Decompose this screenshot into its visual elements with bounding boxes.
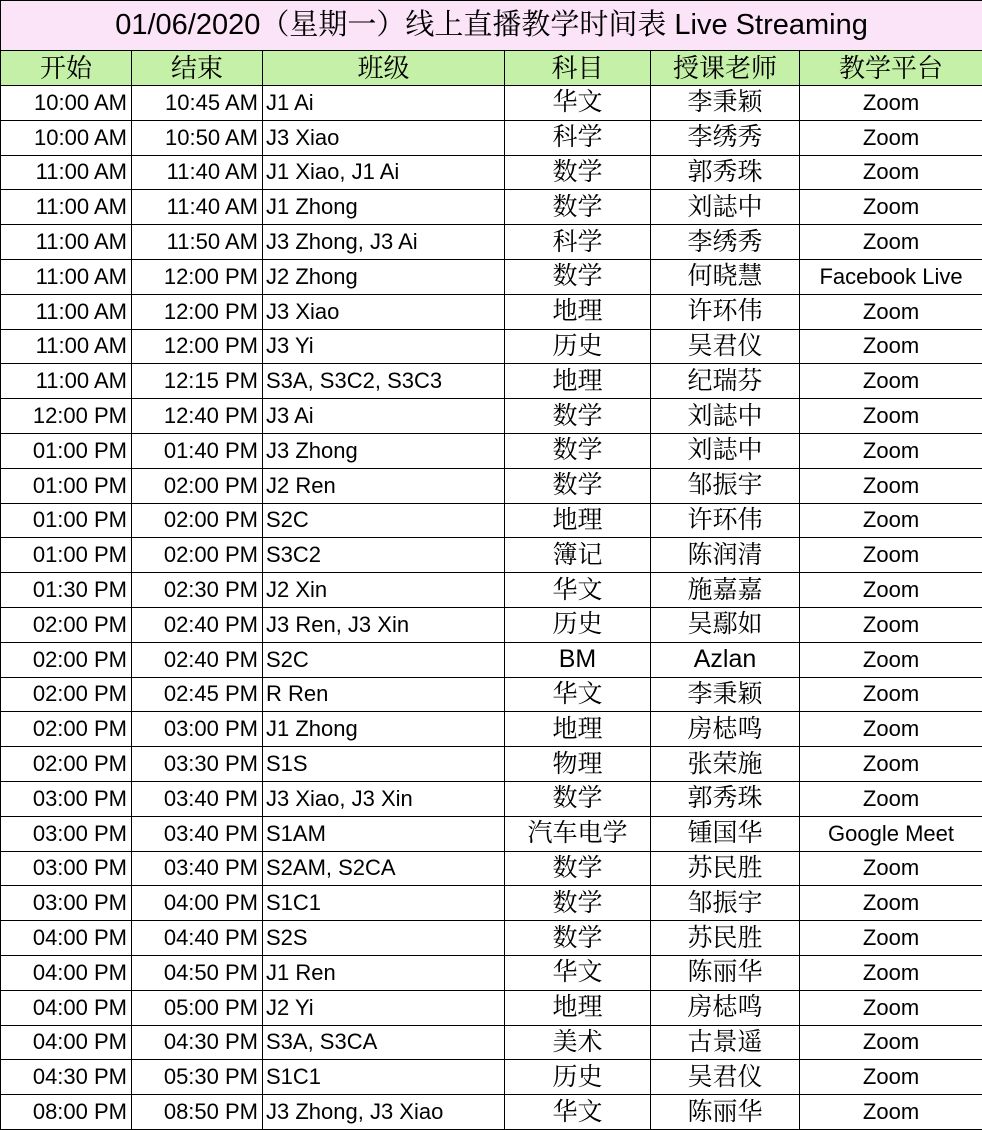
platform-cell: Zoom (800, 155, 982, 190)
teacher-cell: 许环伟 (651, 503, 800, 538)
header-row (1, 51, 982, 86)
class-cell: J1 Zhong (263, 190, 505, 225)
start-time-cell: 08:00 PM (1, 1095, 132, 1130)
class-cell: J1 Zhong (263, 712, 505, 747)
table-row (1, 851, 982, 886)
subject-cell: 数学 (505, 399, 651, 434)
start-time-cell: 11:00 AM (1, 259, 132, 294)
start-time-cell: 11:00 AM (1, 329, 132, 364)
platform-cell: Zoom (800, 921, 982, 956)
subject-cell: 科学 (505, 120, 651, 155)
table-row (1, 747, 982, 782)
class-cell: S2S (263, 921, 505, 956)
start-time-cell: 03:00 PM (1, 851, 132, 886)
end-time-cell: 12:00 PM (132, 329, 263, 364)
start-time-cell: 02:00 PM (1, 712, 132, 747)
platform-cell: Zoom (800, 607, 982, 642)
end-time-cell: 02:40 PM (132, 607, 263, 642)
subject-cell: 华文 (505, 677, 651, 712)
platform-cell: Zoom (800, 86, 982, 121)
platform-cell: Zoom (800, 329, 982, 364)
end-time-cell: 12:40 PM (132, 399, 263, 434)
class-cell: J3 Zhong, J3 Xiao (263, 1095, 505, 1130)
class-cell: S1C1 (263, 886, 505, 921)
table-row (1, 259, 982, 294)
end-time-cell: 02:00 PM (132, 538, 263, 573)
platform-cell: Zoom (800, 190, 982, 225)
class-cell: J1 Xiao, J1 Ai (263, 155, 505, 190)
end-time-cell: 03:30 PM (132, 747, 263, 782)
platform-cell: Zoom (800, 781, 982, 816)
teacher-cell: 许环伟 (651, 294, 800, 329)
class-cell: J2 Yi (263, 990, 505, 1025)
table-row (1, 886, 982, 921)
subject-cell: 华文 (505, 1095, 651, 1130)
header-subject: 科目 (505, 51, 651, 86)
end-time-cell: 05:00 PM (132, 990, 263, 1025)
teacher-cell: 锺国华 (651, 816, 800, 851)
class-cell: S2C (263, 642, 505, 677)
table-row (1, 433, 982, 468)
table-row (1, 364, 982, 399)
end-time-cell: 01:40 PM (132, 433, 263, 468)
subject-cell: 数学 (505, 921, 651, 956)
teacher-cell: 苏民胜 (651, 851, 800, 886)
subject-cell: 数学 (505, 155, 651, 190)
class-cell: J3 Ai (263, 399, 505, 434)
end-time-cell: 11:40 AM (132, 190, 263, 225)
platform-cell: Zoom (800, 677, 982, 712)
subject-cell: 数学 (505, 190, 651, 225)
platform-cell: Google Meet (800, 816, 982, 851)
end-time-cell: 12:00 PM (132, 294, 263, 329)
table-row (1, 503, 982, 538)
table-row (1, 468, 982, 503)
end-time-cell: 02:40 PM (132, 642, 263, 677)
teacher-cell: 苏民胜 (651, 921, 800, 956)
teacher-cell: 李秉颖 (651, 86, 800, 121)
end-time-cell: 10:50 AM (132, 120, 263, 155)
platform-cell: Zoom (800, 503, 982, 538)
end-time-cell: 04:00 PM (132, 886, 263, 921)
class-cell: J2 Ren (263, 468, 505, 503)
platform-cell: Zoom (800, 1060, 982, 1095)
subject-cell: 数学 (505, 886, 651, 921)
platform-cell: Zoom (800, 120, 982, 155)
subject-cell: 华文 (505, 573, 651, 608)
platform-cell: Zoom (800, 573, 982, 608)
end-time-cell: 03:00 PM (132, 712, 263, 747)
class-cell: S3A, S3C2, S3C3 (263, 364, 505, 399)
teacher-cell: 刘誌中 (651, 190, 800, 225)
end-time-cell: 04:30 PM (132, 1025, 263, 1060)
start-time-cell: 03:00 PM (1, 781, 132, 816)
schedule-body (1, 86, 982, 1130)
subject-cell: 数学 (505, 468, 651, 503)
teacher-cell: 刘誌中 (651, 399, 800, 434)
teacher-cell: 刘誌中 (651, 433, 800, 468)
platform-cell: Zoom (800, 538, 982, 573)
start-time-cell: 11:00 AM (1, 225, 132, 260)
subject-cell: BM (505, 642, 651, 677)
platform-cell: Zoom (800, 851, 982, 886)
table-row (1, 955, 982, 990)
class-cell: S2AM, S2CA (263, 851, 505, 886)
platform-cell: Zoom (800, 642, 982, 677)
class-cell: J3 Xiao (263, 294, 505, 329)
subject-cell: 历史 (505, 607, 651, 642)
class-cell: S3C2 (263, 538, 505, 573)
end-time-cell: 12:15 PM (132, 364, 263, 399)
platform-cell: Zoom (800, 990, 982, 1025)
header-platform: 教学平台 (800, 51, 982, 86)
start-time-cell: 04:30 PM (1, 1060, 132, 1095)
subject-cell: 科学 (505, 225, 651, 260)
class-cell: J1 Ai (263, 86, 505, 121)
start-time-cell: 11:00 AM (1, 294, 132, 329)
table-row (1, 712, 982, 747)
teacher-cell: 邹振宇 (651, 886, 800, 921)
subject-cell: 华文 (505, 86, 651, 121)
subject-cell: 数学 (505, 259, 651, 294)
table-row (1, 225, 982, 260)
table-row (1, 155, 982, 190)
teacher-cell: 古景遥 (651, 1025, 800, 1060)
table-row (1, 781, 982, 816)
subject-cell: 历史 (505, 1060, 651, 1095)
table-row (1, 1025, 982, 1060)
class-cell: J3 Ren, J3 Xin (263, 607, 505, 642)
start-time-cell: 10:00 AM (1, 86, 132, 121)
class-cell: J2 Xin (263, 573, 505, 608)
start-time-cell: 01:00 PM (1, 468, 132, 503)
end-time-cell: 11:40 AM (132, 155, 263, 190)
table-row (1, 1060, 982, 1095)
table-row (1, 329, 982, 364)
table-row (1, 677, 982, 712)
start-time-cell: 11:00 AM (1, 155, 132, 190)
platform-cell: Zoom (800, 468, 982, 503)
page-title: 01/06/2020（星期一）线上直播教学时间表 Live Streaming (1, 1, 982, 51)
teacher-cell: 纪瑞芬 (651, 364, 800, 399)
class-cell: R Ren (263, 677, 505, 712)
subject-cell: 地理 (505, 712, 651, 747)
teacher-cell: 郭秀珠 (651, 155, 800, 190)
table-row (1, 921, 982, 956)
table-row (1, 538, 982, 573)
end-time-cell: 03:40 PM (132, 851, 263, 886)
class-cell: S1AM (263, 816, 505, 851)
header-teacher: 授课老师 (651, 51, 800, 86)
start-time-cell: 04:00 PM (1, 990, 132, 1025)
table-row (1, 642, 982, 677)
platform-cell: Zoom (800, 1025, 982, 1060)
teacher-cell: 陈润清 (651, 538, 800, 573)
teacher-cell: Azlan (651, 642, 800, 677)
platform-cell: Zoom (800, 433, 982, 468)
end-time-cell: 02:00 PM (132, 468, 263, 503)
end-time-cell: 04:50 PM (132, 955, 263, 990)
table-row (1, 573, 982, 608)
teacher-cell: 张荣施 (651, 747, 800, 782)
subject-cell: 美术 (505, 1025, 651, 1060)
table-row (1, 120, 982, 155)
subject-cell: 数学 (505, 433, 651, 468)
class-cell: S1S (263, 747, 505, 782)
start-time-cell: 02:00 PM (1, 642, 132, 677)
subject-cell: 数学 (505, 851, 651, 886)
subject-cell: 地理 (505, 503, 651, 538)
end-time-cell: 12:00 PM (132, 259, 263, 294)
platform-cell: Zoom (800, 399, 982, 434)
start-time-cell: 12:00 PM (1, 399, 132, 434)
platform-cell: Zoom (800, 886, 982, 921)
start-time-cell: 04:00 PM (1, 1025, 132, 1060)
end-time-cell: 02:30 PM (132, 573, 263, 608)
table-row (1, 86, 982, 121)
table-row (1, 399, 982, 434)
subject-cell: 物理 (505, 747, 651, 782)
class-cell: J2 Zhong (263, 259, 505, 294)
class-cell: S2C (263, 503, 505, 538)
teacher-cell: 李绣秀 (651, 120, 800, 155)
start-time-cell: 11:00 AM (1, 190, 132, 225)
teacher-cell: 施嘉嘉 (651, 573, 800, 608)
header-start: 开始 (1, 51, 132, 86)
class-cell: J3 Xiao, J3 Xin (263, 781, 505, 816)
end-time-cell: 02:00 PM (132, 503, 263, 538)
table-row (1, 190, 982, 225)
start-time-cell: 03:00 PM (1, 816, 132, 851)
start-time-cell: 02:00 PM (1, 677, 132, 712)
platform-cell: Zoom (800, 364, 982, 399)
subject-cell: 数学 (505, 781, 651, 816)
subject-cell: 地理 (505, 990, 651, 1025)
teacher-cell: 房梽鸣 (651, 712, 800, 747)
end-time-cell: 03:40 PM (132, 781, 263, 816)
teacher-cell: 吴鄢如 (651, 607, 800, 642)
header-class: 班级 (263, 51, 505, 86)
start-time-cell: 01:00 PM (1, 538, 132, 573)
table-row (1, 816, 982, 851)
start-time-cell: 01:30 PM (1, 573, 132, 608)
teacher-cell: 何晓慧 (651, 259, 800, 294)
teacher-cell: 吴君仪 (651, 329, 800, 364)
table-row (1, 294, 982, 329)
teacher-cell: 吴君仪 (651, 1060, 800, 1095)
platform-cell: Facebook Live (800, 259, 982, 294)
subject-cell: 华文 (505, 955, 651, 990)
table-row (1, 1095, 982, 1130)
subject-cell: 汽车电学 (505, 816, 651, 851)
subject-cell: 地理 (505, 364, 651, 399)
start-time-cell: 04:00 PM (1, 921, 132, 956)
platform-cell: Zoom (800, 225, 982, 260)
end-time-cell: 02:45 PM (132, 677, 263, 712)
title-row (1, 1, 982, 51)
platform-cell: Zoom (800, 712, 982, 747)
class-cell: J3 Zhong (263, 433, 505, 468)
start-time-cell: 01:00 PM (1, 503, 132, 538)
subject-cell: 地理 (505, 294, 651, 329)
end-time-cell: 05:30 PM (132, 1060, 263, 1095)
start-time-cell: 02:00 PM (1, 607, 132, 642)
end-time-cell: 04:40 PM (132, 921, 263, 956)
class-cell: J3 Yi (263, 329, 505, 364)
platform-cell: Zoom (800, 747, 982, 782)
table-row (1, 607, 982, 642)
header-end: 结束 (132, 51, 263, 86)
start-time-cell: 03:00 PM (1, 886, 132, 921)
end-time-cell: 10:45 AM (132, 86, 263, 121)
teacher-cell: 李秉颖 (651, 677, 800, 712)
class-cell: J3 Xiao (263, 120, 505, 155)
teacher-cell: 郭秀珠 (651, 781, 800, 816)
table-row (1, 990, 982, 1025)
teacher-cell: 邹振宇 (651, 468, 800, 503)
teacher-cell: 房梽鸣 (651, 990, 800, 1025)
end-time-cell: 11:50 AM (132, 225, 263, 260)
end-time-cell: 03:40 PM (132, 816, 263, 851)
teacher-cell: 陈丽华 (651, 955, 800, 990)
start-time-cell: 11:00 AM (1, 364, 132, 399)
class-cell: J1 Ren (263, 955, 505, 990)
subject-cell: 历史 (505, 329, 651, 364)
class-cell: S1C1 (263, 1060, 505, 1095)
platform-cell: Zoom (800, 294, 982, 329)
start-time-cell: 01:00 PM (1, 433, 132, 468)
platform-cell: Zoom (800, 955, 982, 990)
start-time-cell: 02:00 PM (1, 747, 132, 782)
start-time-cell: 10:00 AM (1, 120, 132, 155)
teacher-cell: 李绣秀 (651, 225, 800, 260)
end-time-cell: 08:50 PM (132, 1095, 263, 1130)
class-cell: S3A, S3CA (263, 1025, 505, 1060)
class-cell: J3 Zhong, J3 Ai (263, 225, 505, 260)
start-time-cell: 04:00 PM (1, 955, 132, 990)
platform-cell: Zoom (800, 1095, 982, 1130)
subject-cell: 簿记 (505, 538, 651, 573)
teacher-cell: 陈丽华 (651, 1095, 800, 1130)
